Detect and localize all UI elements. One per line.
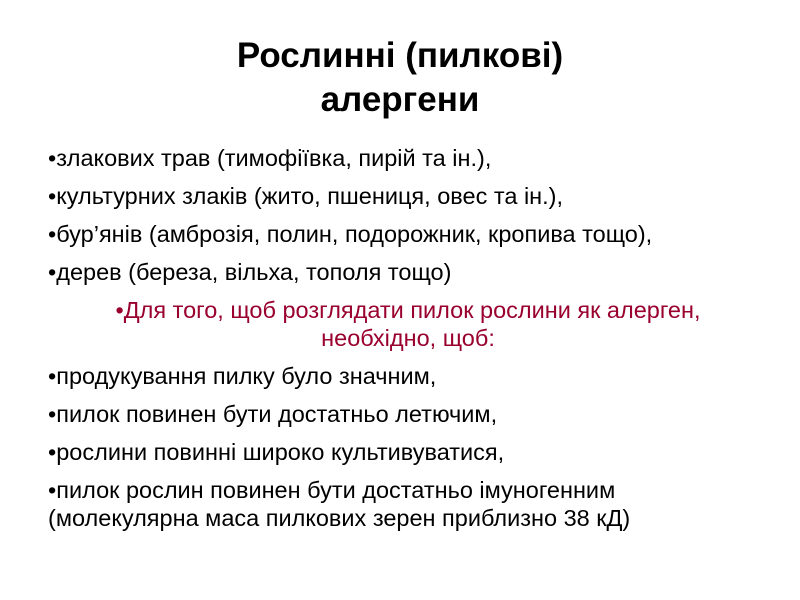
bullet-icon: • (48, 363, 57, 389)
slide-title (0, 34, 800, 122)
list-item-text: бур’янів (амброзія, полин, подорожник, кропива тощо), (56, 221, 653, 247)
bullet-icon: • (48, 221, 57, 247)
bullet-icon: • (48, 259, 57, 285)
list-item (48, 438, 768, 466)
list-item-text: рослини повинні широко культивуватися, (56, 439, 505, 465)
list-item-text: злакових трав (тимофіївка, пирій та ін.), (56, 145, 492, 171)
list-item (48, 258, 768, 286)
list-item-text: культурних злаків (жито, пшениця, овес та ін.), (56, 183, 564, 209)
list-item-text-line-2: (молекулярна маса пилкових зерен приблизно 38 кД) (48, 505, 631, 531)
list-item-text-line-1: пилок рослин повинен бути достатньо імуногенним (56, 477, 616, 503)
bullet-icon: • (48, 439, 57, 465)
slide-title-line-2: алергени (320, 80, 480, 119)
slide-title-line-1: Рослинні (пилкові) (236, 36, 564, 75)
note-line-1: •Для того, щоб розглядати пилок рослини як алерген, (115, 297, 701, 323)
list-item (48, 476, 768, 532)
bullet-icon: • (48, 401, 57, 427)
list-item (48, 144, 768, 172)
highlighted-condition-note (48, 296, 768, 352)
list-item (48, 182, 768, 210)
bullet-icon: • (48, 183, 57, 209)
list-item-text: дерев (береза, вільха, тополя тощо) (56, 259, 452, 285)
list-item (48, 400, 768, 428)
list-item-text: пилок повинен бути достатньо летючим, (56, 401, 498, 427)
list-item-text: продукування пилку було значним, (56, 363, 437, 389)
note-line-2: необхідно, щоб: (321, 325, 495, 351)
list-item (48, 362, 768, 390)
bullet-icon: • (48, 477, 57, 503)
list-item (48, 220, 768, 248)
bullet-icon: • (48, 145, 57, 171)
slide-body (48, 144, 768, 542)
